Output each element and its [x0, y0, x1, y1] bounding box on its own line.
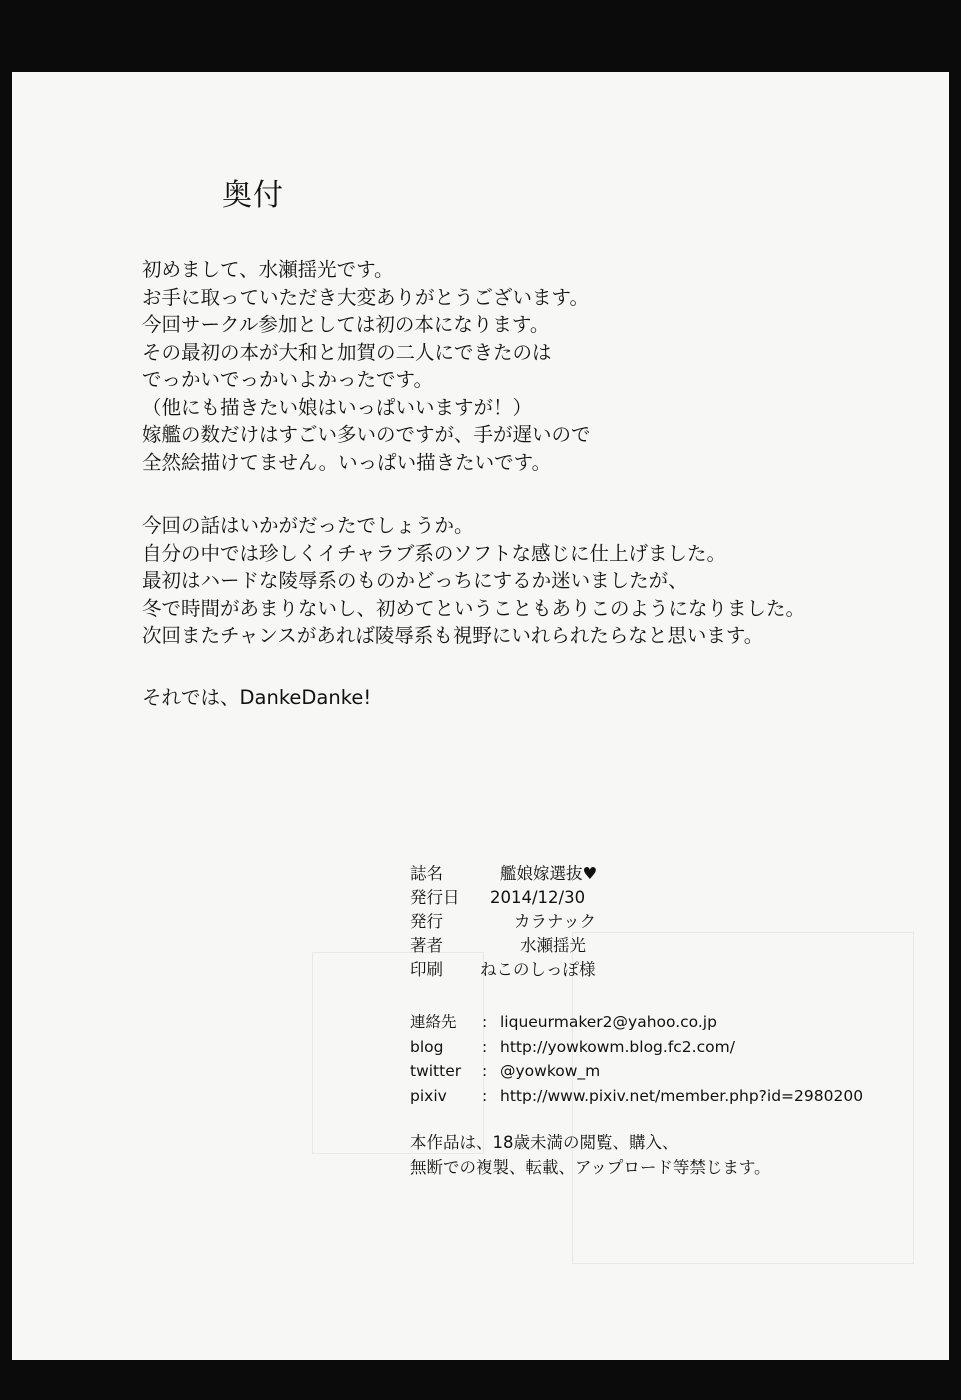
- contact-separator: :: [482, 1062, 488, 1080]
- contact-email: liqueurmaker2@yahoo.co.jp: [500, 1013, 717, 1031]
- colophon-value: カラナック: [514, 912, 597, 931]
- contact-separator: :: [482, 1086, 488, 1105]
- colophon-label: 誌名: [410, 864, 443, 883]
- text-line: 今回の話はいかがだったでしょうか。: [142, 514, 474, 537]
- contact-label: blog: [410, 1037, 444, 1056]
- colophon-value: ねこのしっぽ様: [480, 960, 596, 979]
- colophon-value: 水瀬揺光: [520, 936, 586, 955]
- bleed-through-frame: [312, 952, 484, 1154]
- colophon-label: 発行: [410, 912, 443, 931]
- text-line: 全然絵描けてません。いっぱい描きたいです。: [142, 450, 552, 474]
- contact-blog-url: http://yowkowm.blog.fc2.com/: [500, 1037, 735, 1056]
- paragraph-greeting: [142, 256, 591, 476]
- contact-label: 連絡先: [410, 1013, 457, 1031]
- text-line: 初めまして、水瀬揺光です。: [142, 258, 394, 281]
- text-line: でっかいでっかいよかったです。: [142, 368, 433, 391]
- notice-line: 本作品は、18歳未満の閲覧、購入、: [410, 1133, 679, 1152]
- colophon-value: 2014/12/30: [490, 888, 586, 907]
- text-line: （他にも描きたい娘はいっぱいいますが！）: [142, 395, 533, 419]
- page-sheet: [12, 72, 949, 1360]
- contact-separator: :: [482, 1037, 488, 1056]
- closing-line: それでは、DankeDanke!: [142, 686, 372, 709]
- contact-label: pixiv: [410, 1086, 447, 1105]
- text-line: 嫁艦の数だけはすごい多いのですが、手が遅いので: [142, 423, 591, 446]
- contact-separator: :: [482, 1013, 488, 1031]
- page-title: 奥付: [222, 178, 284, 213]
- text-line: 次回またチャンスがあれば陵辱系も視野にいれられたらなと思います。: [142, 624, 764, 647]
- text-line: 今回サークル参加としては初の本になります。: [142, 313, 550, 336]
- notice-line: 無断での複製、転載、アップロード等禁じます。: [410, 1158, 771, 1177]
- colophon-label: 著者: [410, 936, 443, 955]
- text-line: 最初はハードな陵辱系のものかどっちにするか迷いましたが、: [142, 569, 688, 592]
- colophon-value: 艦娘嫁選抜: [500, 864, 583, 883]
- contact-label: twitter: [410, 1062, 462, 1080]
- paragraph-story: [142, 512, 805, 650]
- text-line: 自分の中では珍しくイチャラブ系のソフトな感じに仕上げました。: [142, 541, 727, 565]
- colophon-label: 発行日: [410, 888, 460, 907]
- text-line: お手に取っていただき大変ありがとうございます。: [142, 285, 589, 309]
- text-line: その最初の本が大和と加賀の二人にできたのは: [142, 340, 552, 364]
- copyright-notice: [410, 1130, 771, 1180]
- contact-pixiv-url: http://www.pixiv.net/member.php?id=2980200: [500, 1086, 864, 1105]
- colophon-label: 印刷: [410, 960, 443, 979]
- contact-twitter-handle: @yowkow_m: [500, 1062, 601, 1080]
- colophon-value-wrap: [500, 862, 597, 886]
- heart-icon: ♥: [582, 864, 598, 883]
- text-line: 冬で時間があまりないし、初めてということもありこのようになりました。: [142, 596, 806, 620]
